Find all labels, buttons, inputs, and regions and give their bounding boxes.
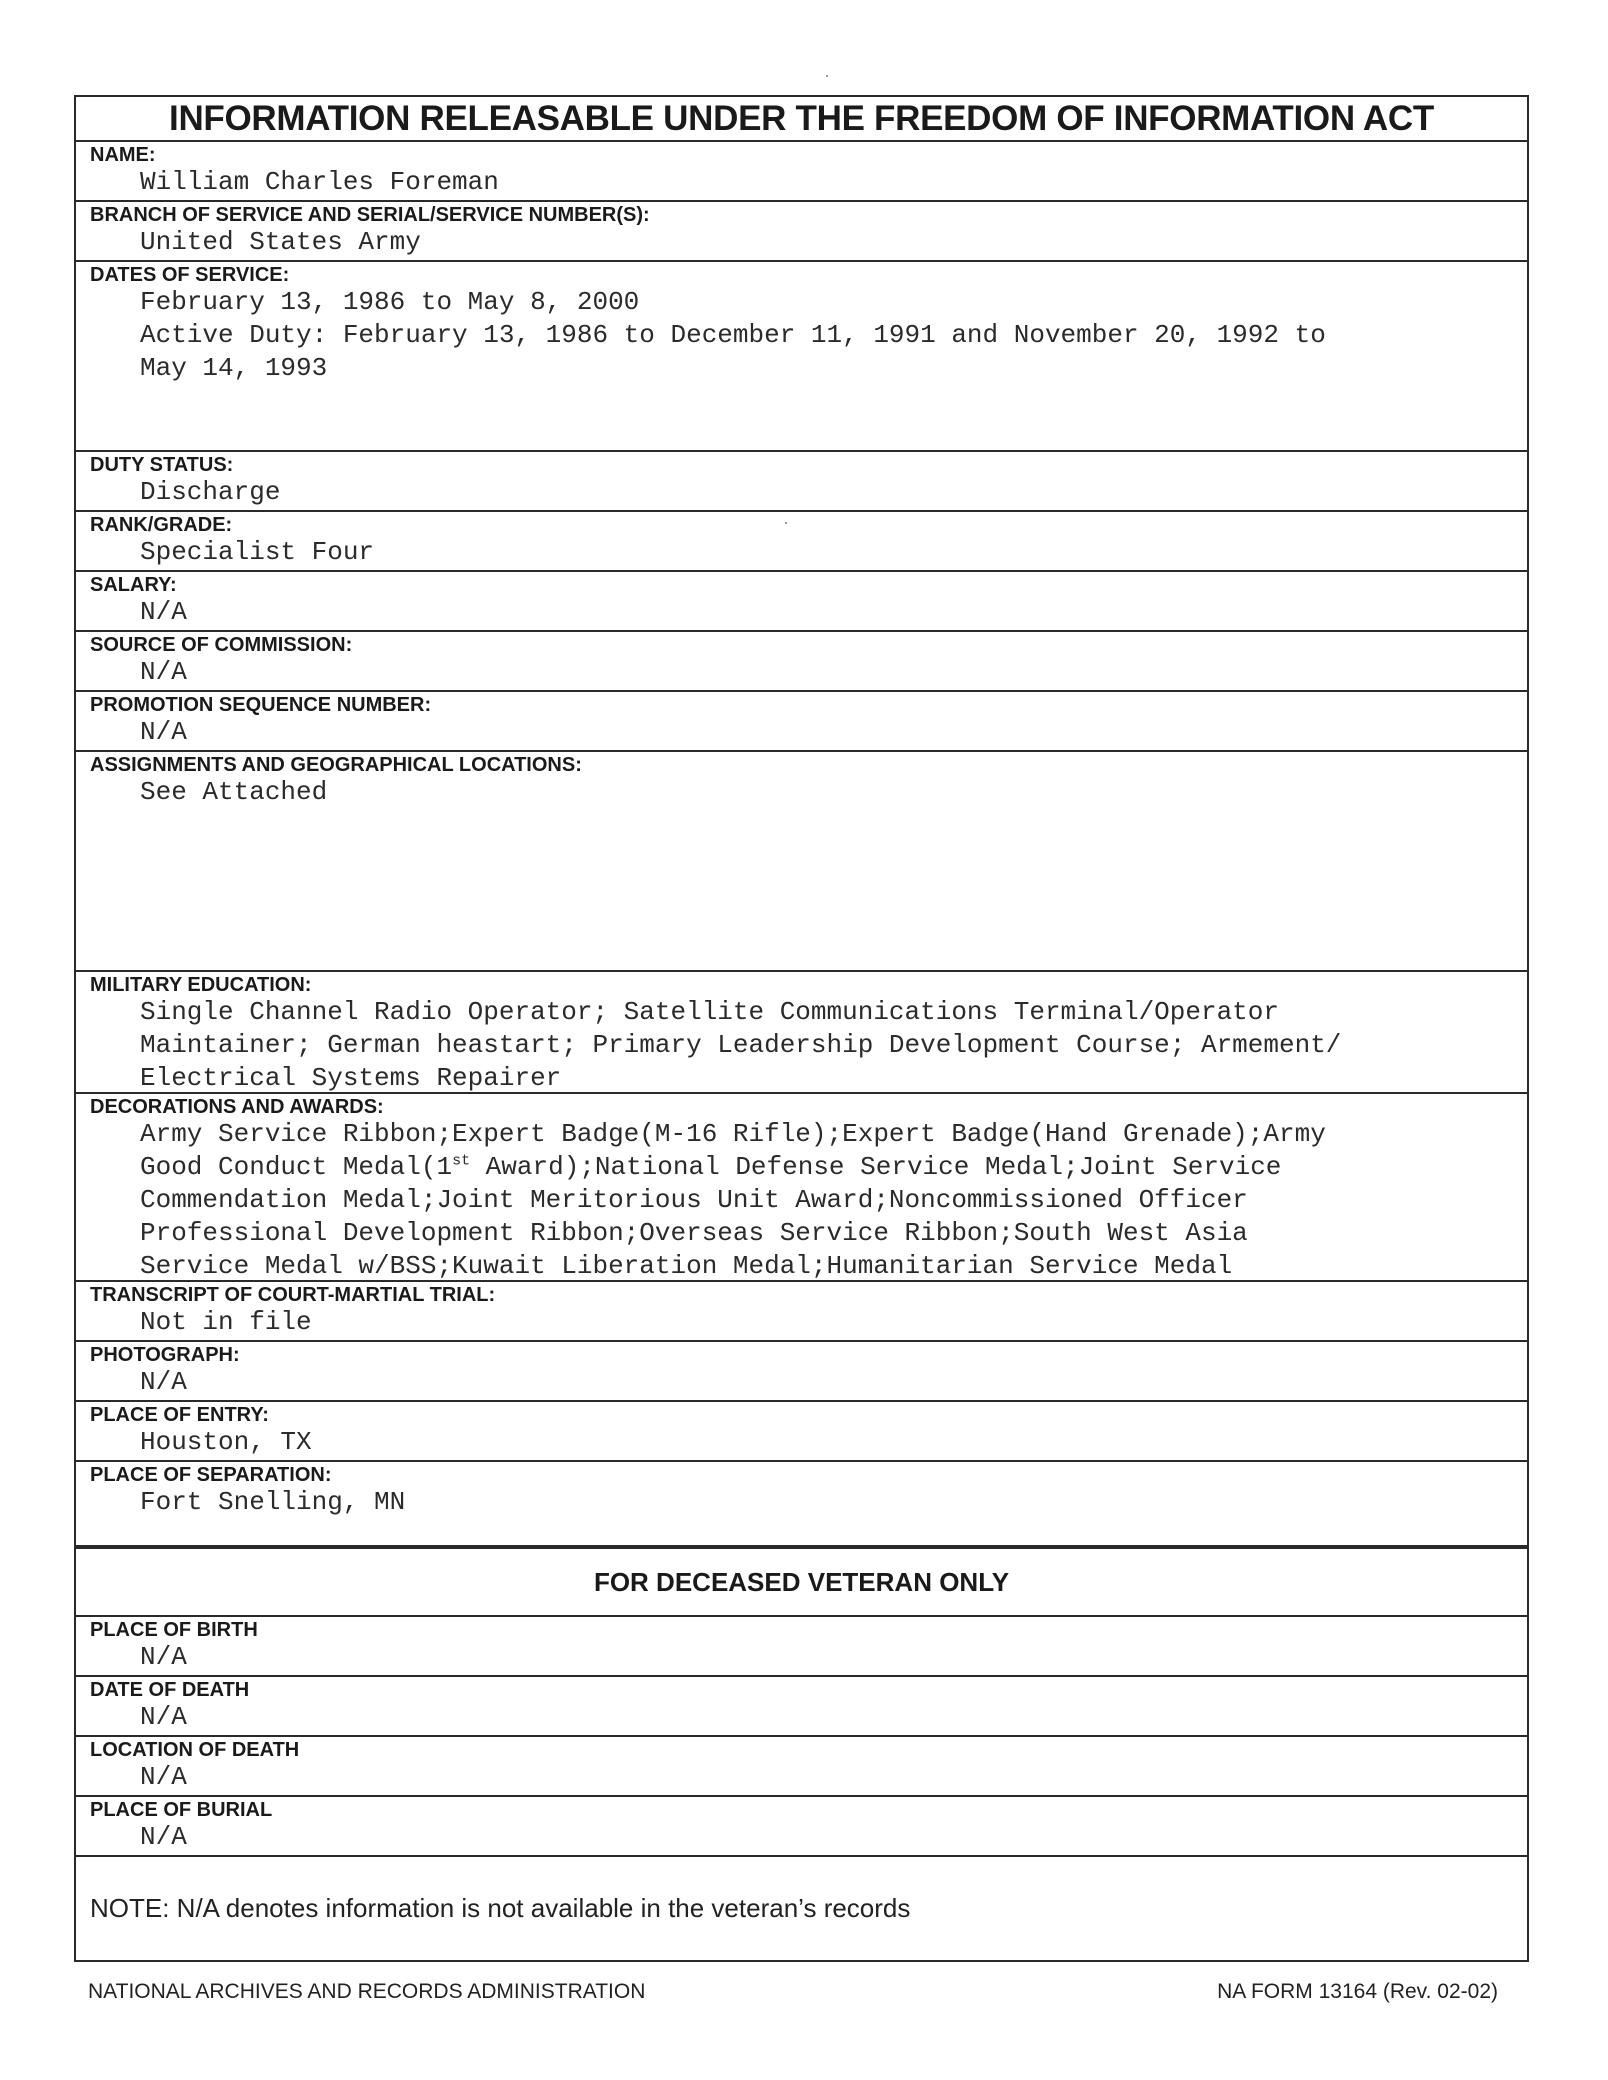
field-label: TRANSCRIPT OF COURT-MARTIAL TRIAL: bbox=[90, 1284, 496, 1306]
field-branch-of-service bbox=[76, 202, 1527, 262]
field-value: N/A bbox=[140, 657, 187, 687]
field-salary bbox=[76, 572, 1527, 632]
field-value: United States Army bbox=[140, 227, 421, 257]
field-value: N/A bbox=[140, 1822, 187, 1852]
field-value-line: Service Medal w/BSS;Kuwait Liberation Medal;Humanitarian Service Medal bbox=[140, 1251, 1233, 1281]
field-place-of-birth bbox=[76, 1617, 1527, 1677]
field-military-education bbox=[76, 972, 1527, 1094]
field-label: DECORATIONS AND AWARDS: bbox=[90, 1096, 384, 1118]
field-label: ASSIGNMENTS AND GEOGRAPHICAL LOCATIONS: bbox=[90, 754, 582, 776]
field-label: PLACE OF BIRTH bbox=[90, 1619, 258, 1641]
field-place-of-separation bbox=[76, 1462, 1527, 1547]
field-source-of-commission bbox=[76, 632, 1527, 692]
field-label: DATE OF DEATH bbox=[90, 1679, 250, 1701]
field-label: PLACE OF ENTRY: bbox=[90, 1404, 269, 1426]
field-photograph bbox=[76, 1342, 1527, 1402]
footer-form-id: NA FORM 13164 (Rev. 02-02) bbox=[1217, 1980, 1498, 2003]
note-row bbox=[76, 1857, 1527, 1962]
field-value: N/A bbox=[140, 1367, 187, 1397]
field-location-of-death bbox=[76, 1737, 1527, 1797]
field-label: DATES OF SERVICE: bbox=[90, 264, 290, 286]
footer-agency: NATIONAL ARCHIVES AND RECORDS ADMINISTRATION bbox=[88, 1980, 646, 2003]
ordinal-suffix: st bbox=[452, 1152, 471, 1170]
note-text: NOTE: N/A denotes information is not available in the veteran’s records bbox=[90, 1893, 911, 1923]
section-title: FOR DECEASED VETERAN ONLY bbox=[593, 1567, 1010, 1597]
field-value: Fort Snelling, MN bbox=[140, 1487, 406, 1517]
field-promotion-sequence-number bbox=[76, 692, 1527, 752]
field-court-martial-transcript bbox=[76, 1282, 1527, 1342]
field-value: N/A bbox=[140, 1762, 187, 1792]
field-assignments bbox=[76, 752, 1527, 972]
field-value: Discharge bbox=[140, 477, 281, 507]
field-decorations-and-awards bbox=[76, 1094, 1527, 1282]
field-value: Not in file bbox=[140, 1307, 312, 1337]
field-value-line: Army Service Ribbon;Expert Badge(M-16 Rifle);Expert Badge(Hand Grenade);Army bbox=[140, 1119, 1326, 1149]
field-name bbox=[76, 142, 1527, 202]
field-label: PLACE OF BURIAL bbox=[90, 1799, 273, 1821]
field-duty-status bbox=[76, 452, 1527, 512]
value-text: Award);National Defense Service Medal;Joint Service bbox=[470, 1152, 1282, 1182]
field-label: RANK/GRADE: bbox=[90, 514, 233, 536]
field-value-line: Commendation Medal;Joint Meritorious Unit Award;Noncommissioned Officer bbox=[140, 1185, 1248, 1215]
field-label: DUTY STATUS: bbox=[90, 454, 234, 476]
field-value: N/A bbox=[140, 1642, 187, 1672]
field-value-line: Active Duty: February 13, 1986 to December 11, 1991 and November 20, 1992 to bbox=[140, 320, 1326, 350]
field-rank-grade bbox=[76, 512, 1527, 572]
field-label: PLACE OF SEPARATION: bbox=[90, 1464, 332, 1486]
field-dates-of-service bbox=[76, 262, 1527, 452]
field-place-of-entry bbox=[76, 1402, 1527, 1462]
field-value-line bbox=[76, 1151, 1527, 1184]
field-value-line: Professional Development Ribbon;Overseas Service Ribbon;South West Asia bbox=[140, 1218, 1248, 1248]
scan-speck bbox=[826, 75, 828, 77]
field-label: SALARY: bbox=[90, 574, 177, 596]
field-label: LOCATION OF DEATH bbox=[90, 1739, 300, 1761]
field-value: Houston, TX bbox=[140, 1427, 312, 1457]
field-value-line: May 14, 1993 bbox=[140, 353, 328, 383]
field-date-of-death bbox=[76, 1677, 1527, 1737]
field-value: See Attached bbox=[140, 777, 328, 807]
field-value-line: Electrical Systems Repairer bbox=[140, 1063, 562, 1093]
field-value: N/A bbox=[140, 597, 187, 627]
field-place-of-burial bbox=[76, 1797, 1527, 1857]
field-label: BRANCH OF SERVICE AND SERIAL/SERVICE NUMBER(S): bbox=[90, 204, 650, 226]
field-label: NAME: bbox=[90, 144, 156, 166]
field-value: Specialist Four bbox=[140, 537, 375, 567]
field-value-line: Maintainer; German heastart; Primary Leadership Development Course; Armement/ bbox=[140, 1030, 1342, 1060]
field-label: PROMOTION SEQUENCE NUMBER: bbox=[90, 694, 432, 716]
field-value-line: February 13, 1986 to May 8, 2000 bbox=[140, 287, 640, 317]
deceased-section-header bbox=[76, 1547, 1527, 1617]
field-label: PHOTOGRAPH: bbox=[90, 1344, 240, 1366]
field-value: William Charles Foreman bbox=[140, 167, 499, 197]
form-title: INFORMATION RELEASABLE UNDER THE FREEDOM OF INFORMATION ACT bbox=[169, 99, 1434, 138]
field-value: N/A bbox=[140, 1702, 187, 1732]
field-label: SOURCE OF COMMISSION: bbox=[90, 634, 353, 656]
form-header bbox=[76, 97, 1527, 142]
field-label: MILITARY EDUCATION: bbox=[90, 974, 312, 996]
value-text: Good Conduct Medal(1 bbox=[140, 1152, 453, 1182]
field-value: N/A bbox=[140, 717, 187, 747]
foia-release-form bbox=[74, 95, 1529, 1962]
field-value-line: Single Channel Radio Operator; Satellite Communications Terminal/Operator bbox=[140, 997, 1279, 1027]
